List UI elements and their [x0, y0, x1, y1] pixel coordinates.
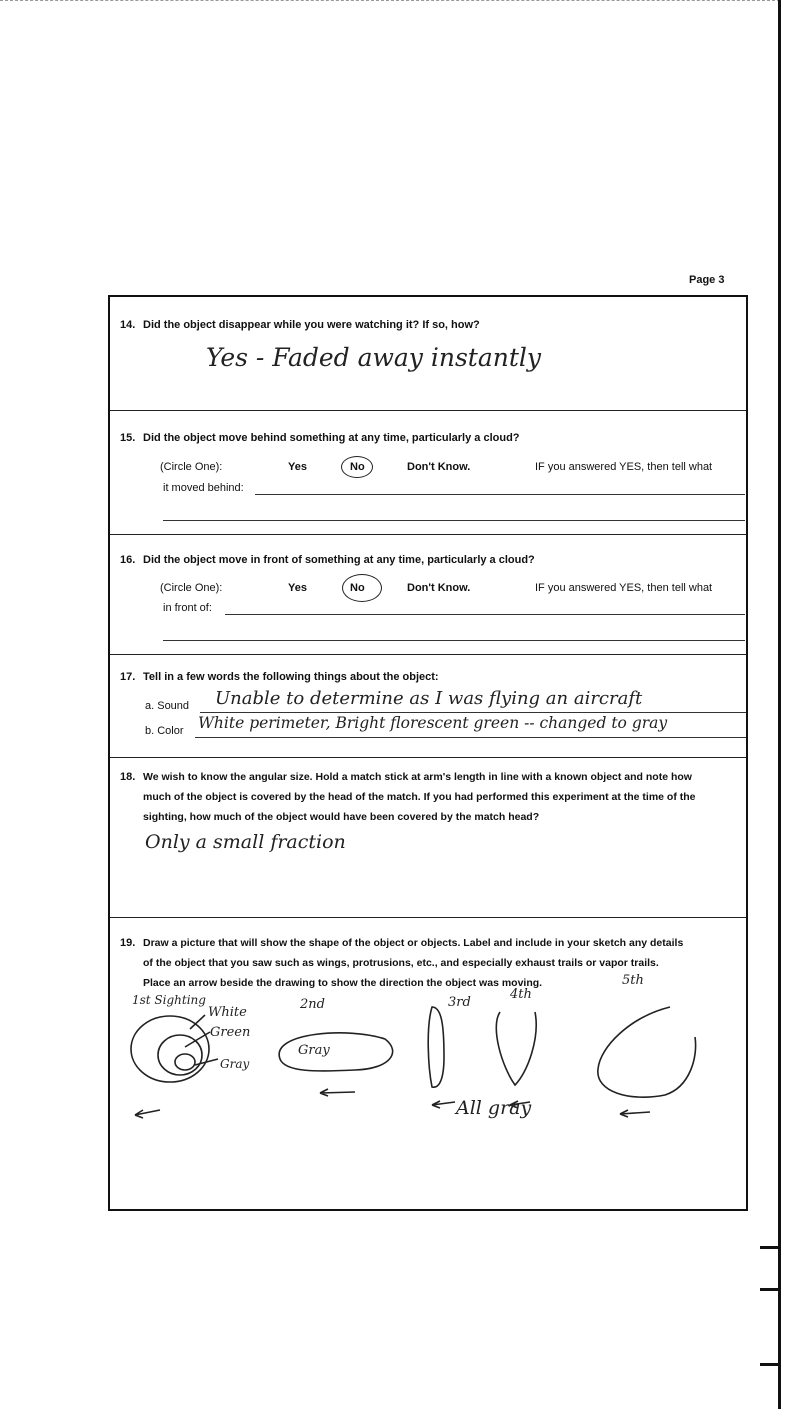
question-text: Tell in a few words the following things about the object: [143, 671, 439, 683]
selected-circle [342, 574, 382, 602]
answer-line [163, 640, 745, 641]
if-yes-instruction: IF you answered YES, then tell what [535, 461, 713, 473]
question-text-line: sighting, how much of the object would have been covered by the match head? [143, 811, 540, 823]
direction-arrow [432, 1101, 455, 1108]
green-label: Green [210, 1025, 251, 1040]
question-14 [110, 297, 746, 411]
answer-line [200, 712, 746, 713]
question-18 [110, 757, 746, 918]
question-number: 15. [120, 432, 136, 444]
answer-line [225, 614, 745, 615]
color-answer: White perimeter, Bright florescent green -- changed to gray [198, 714, 668, 732]
direction-arrow [620, 1110, 650, 1117]
scan-mark [760, 1246, 778, 1249]
fourth-sighting-label: 4th [510, 987, 532, 1002]
question-19 [110, 917, 746, 1209]
question-number: 14. [120, 319, 136, 331]
question-text-line: We wish to know the angular size. Hold a match stick at arm's length in line with a known object and note how [143, 771, 692, 783]
label-pointer [185, 1032, 210, 1047]
question-number: 16. [120, 554, 136, 566]
follow-up-label: it moved behind: [163, 482, 244, 494]
page-number: Page 3 [689, 274, 725, 286]
scan-mark [760, 1288, 778, 1291]
option-yes: Yes [288, 461, 307, 473]
option-dont-know: Don't Know. [407, 582, 471, 594]
circle-one-label: (Circle One): [160, 582, 223, 594]
fifth-sighting-label: 5th [622, 973, 644, 988]
question-number: 17. [120, 671, 136, 683]
questionnaire-box [108, 295, 748, 1211]
all-gray-note: All gray [456, 1097, 532, 1119]
first-sighting-inner-shape [175, 1054, 195, 1070]
second-sighting-label: 2nd [300, 997, 325, 1012]
white-label: White [208, 1005, 247, 1020]
question-text: Did the object move in front of something at any time, particularly a cloud? [143, 554, 535, 566]
question-number: 18. [120, 771, 136, 783]
gray-label: Gray [220, 1057, 250, 1071]
question-16 [110, 534, 746, 655]
question-text: Did the object disappear while you were watching it? If so, how? [143, 319, 480, 331]
answer-line [255, 494, 745, 495]
circle-one-label: (Circle One): [160, 461, 223, 473]
question-15 [110, 410, 746, 535]
option-dont-know: Don't Know. [407, 461, 471, 473]
question-text-line: of the object that you saw such as wings, protrusions, etc., and especially exhaust trails or vapor trails. [143, 957, 659, 969]
scan-right-edge [778, 0, 781, 1409]
question-text-line: much of the object is covered by the head of the match. If you had performed this experiment at the time of the [143, 791, 696, 803]
question-text-line: Place an arrow beside the drawing to show the direction the object was moving. [143, 977, 543, 989]
direction-arrow [320, 1089, 355, 1096]
selected-circle [341, 456, 373, 478]
fifth-sighting-shape [598, 1007, 696, 1097]
option-no: No [350, 461, 365, 473]
handwritten-answer: Only a small fraction [145, 831, 346, 853]
direction-arrow [135, 1110, 160, 1118]
second-sighting-shape [279, 1033, 392, 1071]
answer-line [163, 520, 745, 521]
sound-label: a. Sound [145, 700, 190, 712]
third-sighting-shape [428, 1007, 444, 1087]
follow-up-label: in front of: [163, 602, 212, 614]
sound-answer: Unable to determine as I was flying an aircraft [215, 688, 643, 709]
question-text: Did the object move behind something at any time, particularly a cloud? [143, 432, 520, 444]
first-sighting-label: 1st Sighting [132, 993, 206, 1007]
question-17 [110, 654, 746, 758]
question-number: 19. [120, 937, 136, 949]
fourth-sighting-shape [496, 1012, 536, 1085]
option-no: No [350, 582, 365, 594]
question-text-line: Draw a picture that will show the shape of the object or objects. Label and include in your sketch any details [143, 937, 684, 949]
handwritten-answer: Yes - Faded away instantly [206, 343, 542, 372]
third-sighting-label: 3rd [448, 995, 471, 1010]
gray-label: Gray [298, 1043, 330, 1058]
if-yes-instruction: IF you answered YES, then tell what [535, 582, 713, 594]
scan-mark [760, 1363, 778, 1366]
option-yes: Yes [288, 582, 307, 594]
scan-top-edge [0, 0, 780, 1]
answer-line [195, 737, 746, 738]
color-label: b. Color [145, 725, 184, 737]
